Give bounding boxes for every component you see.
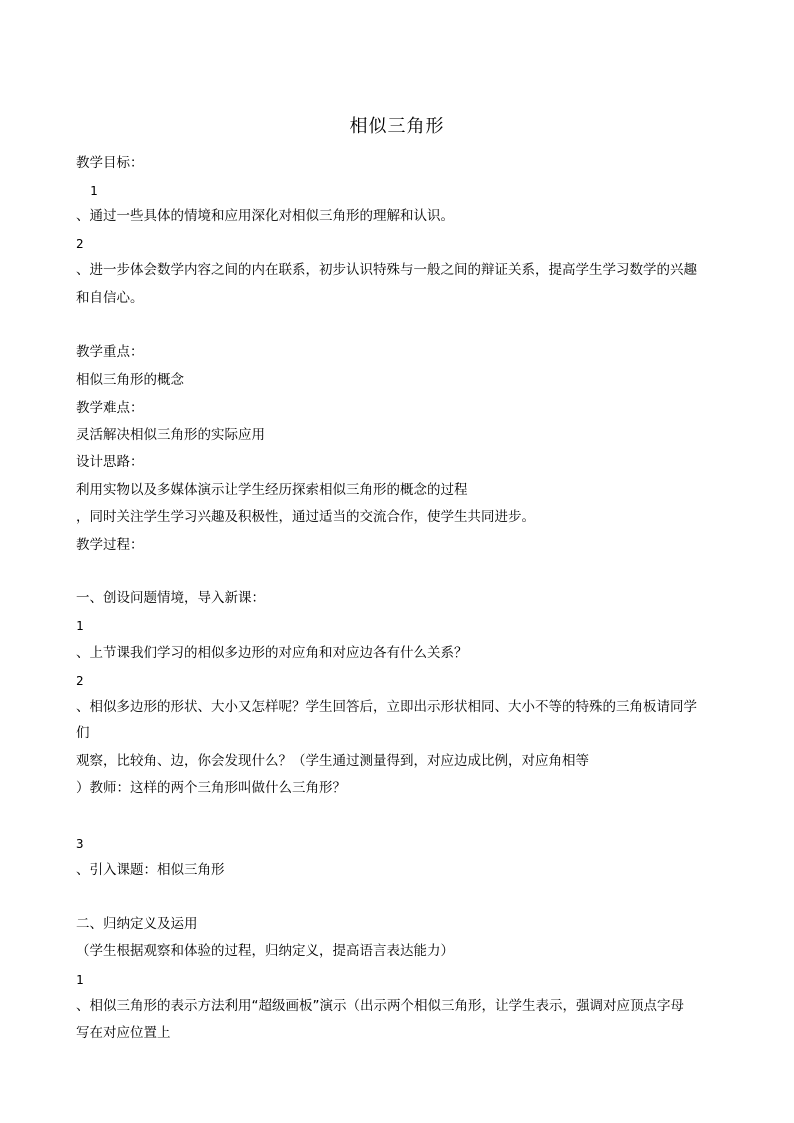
- list-number: 2: [76, 236, 84, 251]
- paragraph-line: 观察，比较角、边，你会发现什么？（学生通过测量得到，对应边成比例，对应角相等: [76, 753, 589, 769]
- paragraph-line: 们: [76, 725, 90, 741]
- paragraph-line: 、通过一些具体的情境和应用深化对相似三角形的理解和认识。: [76, 208, 454, 224]
- section-heading: 一、创设问题情境，导入新课：: [76, 590, 265, 606]
- list-number: 3: [76, 836, 84, 851]
- page-title: 相似三角形: [349, 116, 445, 137]
- heading-key-points: 教学重点：: [76, 344, 144, 360]
- paragraph-line: 和自信心。: [76, 290, 144, 306]
- list-number: 1: [76, 618, 84, 633]
- paragraph-line: 、上节课我们学习的相似多边形的对应角和对应边各有什么关系？: [76, 645, 468, 661]
- paragraph-line: 写在对应位置上: [76, 1025, 171, 1041]
- paragraph-line: ，同时关注学生学习兴趣及积极性，通过适当的交流合作，使学生共同进步。: [76, 509, 535, 525]
- heading-difficulties: 教学难点：: [76, 400, 144, 416]
- paragraph-line: 、相似多边形的形状、大小又怎样呢？学生回答后，立即出示形状相同、大小不等的特殊的三角板请同学: [76, 699, 697, 715]
- heading-process: 教学过程：: [76, 537, 144, 553]
- paragraph-line: ）教师：这样的两个三角形叫做什么三角形？: [76, 780, 346, 796]
- heading-objectives: 教学目标：: [76, 155, 144, 171]
- list-number: 1: [76, 972, 84, 987]
- paragraph-line: 、引入课题：相似三角形: [76, 862, 225, 878]
- paragraph-line: 灵活解决相似三角形的实际应用: [76, 427, 265, 443]
- paragraph-line: （学生根据观察和体验的过程，归纳定义，提高语言表达能力）: [76, 943, 454, 959]
- heading-design-ideas: 设计思路：: [76, 454, 144, 470]
- paragraph-line: 相似三角形的概念: [76, 372, 184, 388]
- paragraph-line: 利用实物以及多媒体演示让学生经历探索相似三角形的概念的过程: [76, 482, 468, 498]
- list-number: 2: [76, 673, 84, 688]
- list-number: 1: [90, 183, 98, 198]
- paragraph-line: 、进一步体会数学内容之间的内在联系，初步认识特殊与一般之间的辩证关系，提高学生学习数学的兴趣: [76, 262, 697, 278]
- section-heading: 二、归纳定义及运用: [76, 916, 198, 932]
- paragraph-line: 、相似三角形的表示方法利用“超级画板”演示（出示两个相似三角形，让学生表示，强调对应顶点字母: [76, 998, 684, 1014]
